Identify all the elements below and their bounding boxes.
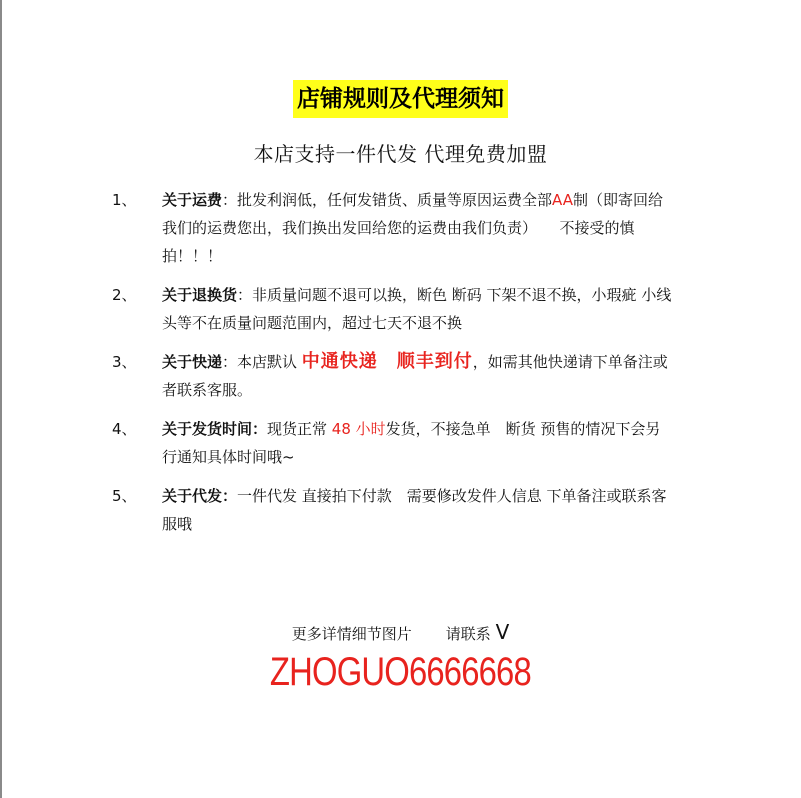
rule-number: 2、 [112,286,137,304]
rule-highlight: 中通快递 顺丰到付 [301,351,473,372]
rule-text: ：本店默认 [222,353,302,371]
rule-dropshipping [112,482,672,538]
title-container [0,80,801,118]
more-details-text: 更多详情细节图片 [291,625,412,643]
rule-returns [112,281,672,337]
contact-id: ZHOGUO6666668 [269,650,531,694]
page-left-border [0,0,2,798]
rule-number: 4、 [112,420,137,438]
rule-number: 5、 [112,487,137,505]
rule-highlight: AA [552,191,573,209]
rule-text: 一件代发 直接拍下付款 需要修改发件人信息 下单备注或联系客服哦 [162,487,667,533]
page-subtitle: 本店支持一件代发 代理免费加盟 [253,142,548,166]
rule-text: 发货，不接急单 断货 预售的情况下会另行通知具体时间哦~ [162,420,661,466]
rule-text: ：批发利润低，任何发错货、质量等原因运费全部 [222,191,553,209]
rule-text: ：非质量问题不退可以换，断色 断码 下架不退不换，小瑕疵 小线头等不在质量问题范围内，超过七天不退不换 [162,286,672,332]
contact-label: 请联系 [445,625,491,643]
rule-text: ，如需其他快递请下单备注或者联系客服。 [162,353,668,399]
page-title: 店铺规则及代理须知 [293,80,508,118]
rule-heading: 关于运费 [162,191,223,209]
rules-list [112,186,672,549]
contact-letter: V [495,620,510,644]
rule-courier [112,348,672,404]
rule-shipping-fee [112,186,672,270]
rule-number: 3、 [112,353,137,371]
footer-line [0,620,801,644]
rule-text: 现货正常 [267,420,332,438]
rule-heading: 关于代发： [162,487,238,505]
rule-delivery-time [112,415,672,471]
rule-highlight: 48 小时 [331,420,386,438]
rule-number: 1、 [112,191,137,209]
rule-heading: 关于快递 [162,353,223,371]
rule-text: 制（即寄回给我们的运费您出，我们换出发回给您的运费由我们负责） 不接受的慎拍！！！ [162,191,663,265]
rule-heading: 关于发货时间： [162,420,268,438]
rule-heading: 关于退换货 [162,286,238,304]
